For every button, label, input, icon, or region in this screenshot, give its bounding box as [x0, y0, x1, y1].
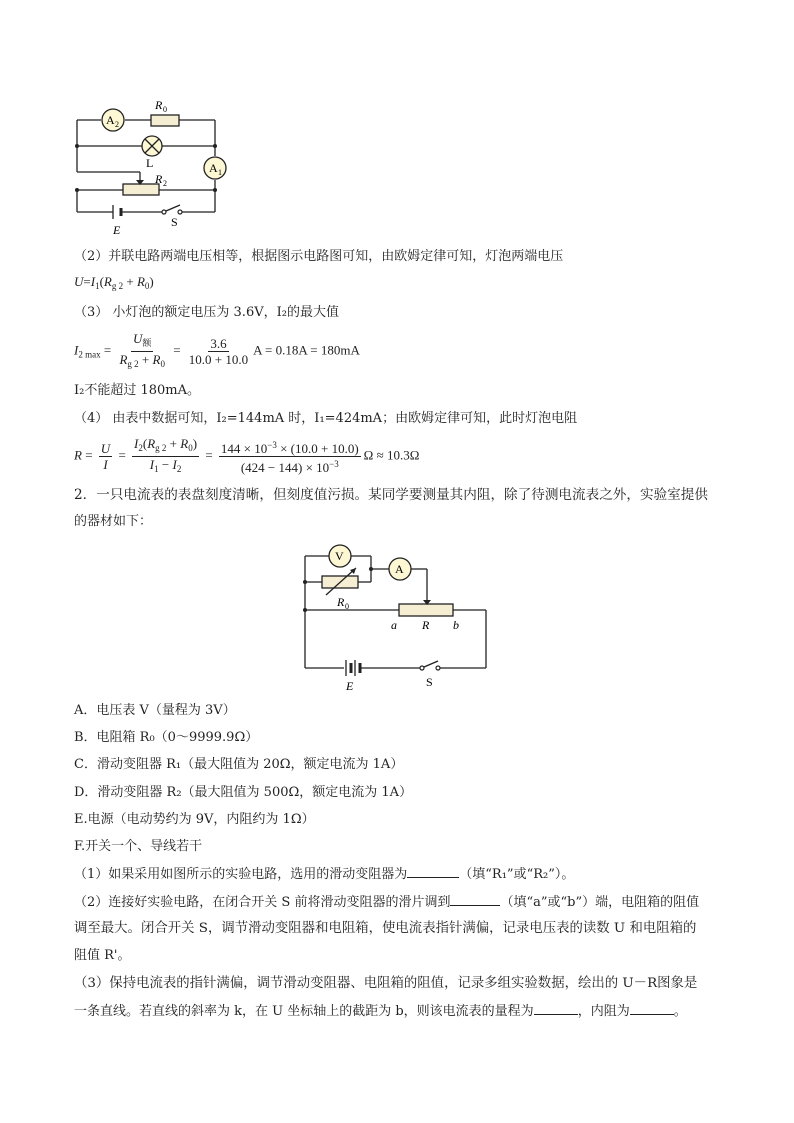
- sub-question-1: （1）如果采用如图所示的实验电路，选用的滑动变阻器为 （填“R₁”或“R₂”）。: [74, 867, 575, 882]
- svg-text:R: R: [155, 172, 163, 186]
- answer-blank-3[interactable]: [534, 1002, 578, 1015]
- svg-text:R: R: [337, 595, 345, 609]
- svg-text:1: 1: [218, 168, 222, 177]
- sub-question-2-line1: （2）连接好实验电路，在闭合开关 S 前将滑动变阻器的滑片调到 （填“a”或“b”）端，电阻箱的阻值: [74, 895, 700, 910]
- lamp-icon: [142, 136, 162, 156]
- resistance-box-r0-icon: [322, 568, 358, 595]
- part4-text: （4） 由表中数据可知，I₂=144mA 时，I₁=424mA；由欧姆定律可知，此时灯泡电阻: [74, 411, 578, 426]
- part3-formula: $I_{2 max}$ = $\frac{U_额}{R_{g 2} + R_0}$ = $\frac{3.6}{10.0 + 10.0}$ A = 0.18A = 180mA: [74, 331, 360, 369]
- part4-formula: R = $\frac{U}{I}$ = $\frac{I_2(R_{g 2} + R_0)}{I_1 - I_2}$ = $\frac{144 \times 10^{-3} \times (10.0 + 10.0)}{(424 - 144) \times 10^{-3}}$ Ω ≈ 10.3Ω: [74, 436, 420, 475]
- option-a: A．电压表 V（量程为 3V）: [74, 703, 236, 718]
- svg-text:0: 0: [345, 602, 349, 611]
- svg-text:V: V: [335, 549, 344, 563]
- svg-text:S: S: [426, 675, 433, 689]
- option-e: E.电源（电动势约为 9V，内阻约为 1Ω）: [74, 812, 315, 827]
- answer-blank-4[interactable]: [630, 1002, 674, 1015]
- svg-text:2: 2: [115, 120, 119, 129]
- part3-text: （3） 小灯泡的额定电压为 3.6V，I₂的最大值: [74, 305, 339, 320]
- rheostat-r-icon: [399, 604, 453, 616]
- svg-text:a: a: [391, 618, 397, 632]
- svg-text:R: R: [422, 618, 430, 632]
- part2-text: （2）并联电路两端电压相等，根据图示电路图可知，由欧姆定律可知，灯泡两端电压: [74, 249, 564, 264]
- svg-text:A: A: [209, 161, 218, 175]
- part2-formula: $U=I_1(R_{g 2} + R_0)$: [74, 274, 154, 291]
- switch-icon: [420, 661, 440, 670]
- circuit-diagram-2: [298, 540, 498, 692]
- option-f: F.开关一个、导线若干: [74, 839, 203, 854]
- battery-icon: [113, 205, 121, 219]
- sub-question-3-line1: （3）保持电流表的指针满偏，调节滑动变阻器、电阻箱的阻值，记录多组实验数据，绘出的 U－R图象是: [74, 976, 698, 991]
- svg-text:0: 0: [163, 105, 167, 114]
- rheostat-r2-icon: [123, 184, 159, 195]
- part3-conclusion: I₂不能超过 180mA。: [74, 383, 201, 398]
- circuit-diagram-1: [70, 92, 240, 240]
- svg-text:E: E: [346, 679, 354, 692]
- battery-icon: [346, 660, 360, 676]
- svg-text:R: R: [155, 98, 163, 112]
- sub-question-3-line2: 一条直线。若直线的斜率为 k，在 U 坐标轴上的截距为 b，则该电流表的量程为 ，内阻为 。: [74, 1004, 687, 1019]
- svg-text:E: E: [113, 223, 121, 237]
- svg-text:S: S: [171, 215, 178, 229]
- answer-blank-1[interactable]: [407, 865, 459, 878]
- option-c: C．滑动变阻器 R₁（最大阻值为 20Ω，额定电流为 1A）: [74, 757, 404, 772]
- resistor-r0-icon: [151, 115, 179, 126]
- q2-intro-line2: 的器材如下：: [74, 514, 153, 529]
- option-b: B．电阻箱 R₀（0～9999.9Ω）: [74, 730, 259, 745]
- svg-text:A: A: [106, 113, 115, 127]
- svg-text:b: b: [453, 618, 459, 632]
- answer-blank-2[interactable]: [450, 893, 500, 906]
- sub-question-2-line3: 阻值 R'。: [74, 948, 131, 963]
- svg-text:A: A: [395, 562, 404, 576]
- svg-text:2: 2: [163, 179, 167, 188]
- q2-intro-line1: 2．一只电流表的表盘刻度清晰，但刻度值污损。某同学要测量其内阻，除了待测电流表之外，实验室提供: [74, 487, 708, 503]
- switch-icon: [162, 205, 182, 214]
- sub-question-2-line2: 调至最大。闭合开关 S，调节滑动变阻器和电阻箱，使电流表指针满偏，记录电压表的读数 U 和电阻箱的: [74, 921, 697, 936]
- svg-text:L: L: [146, 156, 154, 170]
- option-d: D．滑动变阻器 R₂（最大阻值为 500Ω，额定电流为 1A）: [74, 785, 413, 800]
